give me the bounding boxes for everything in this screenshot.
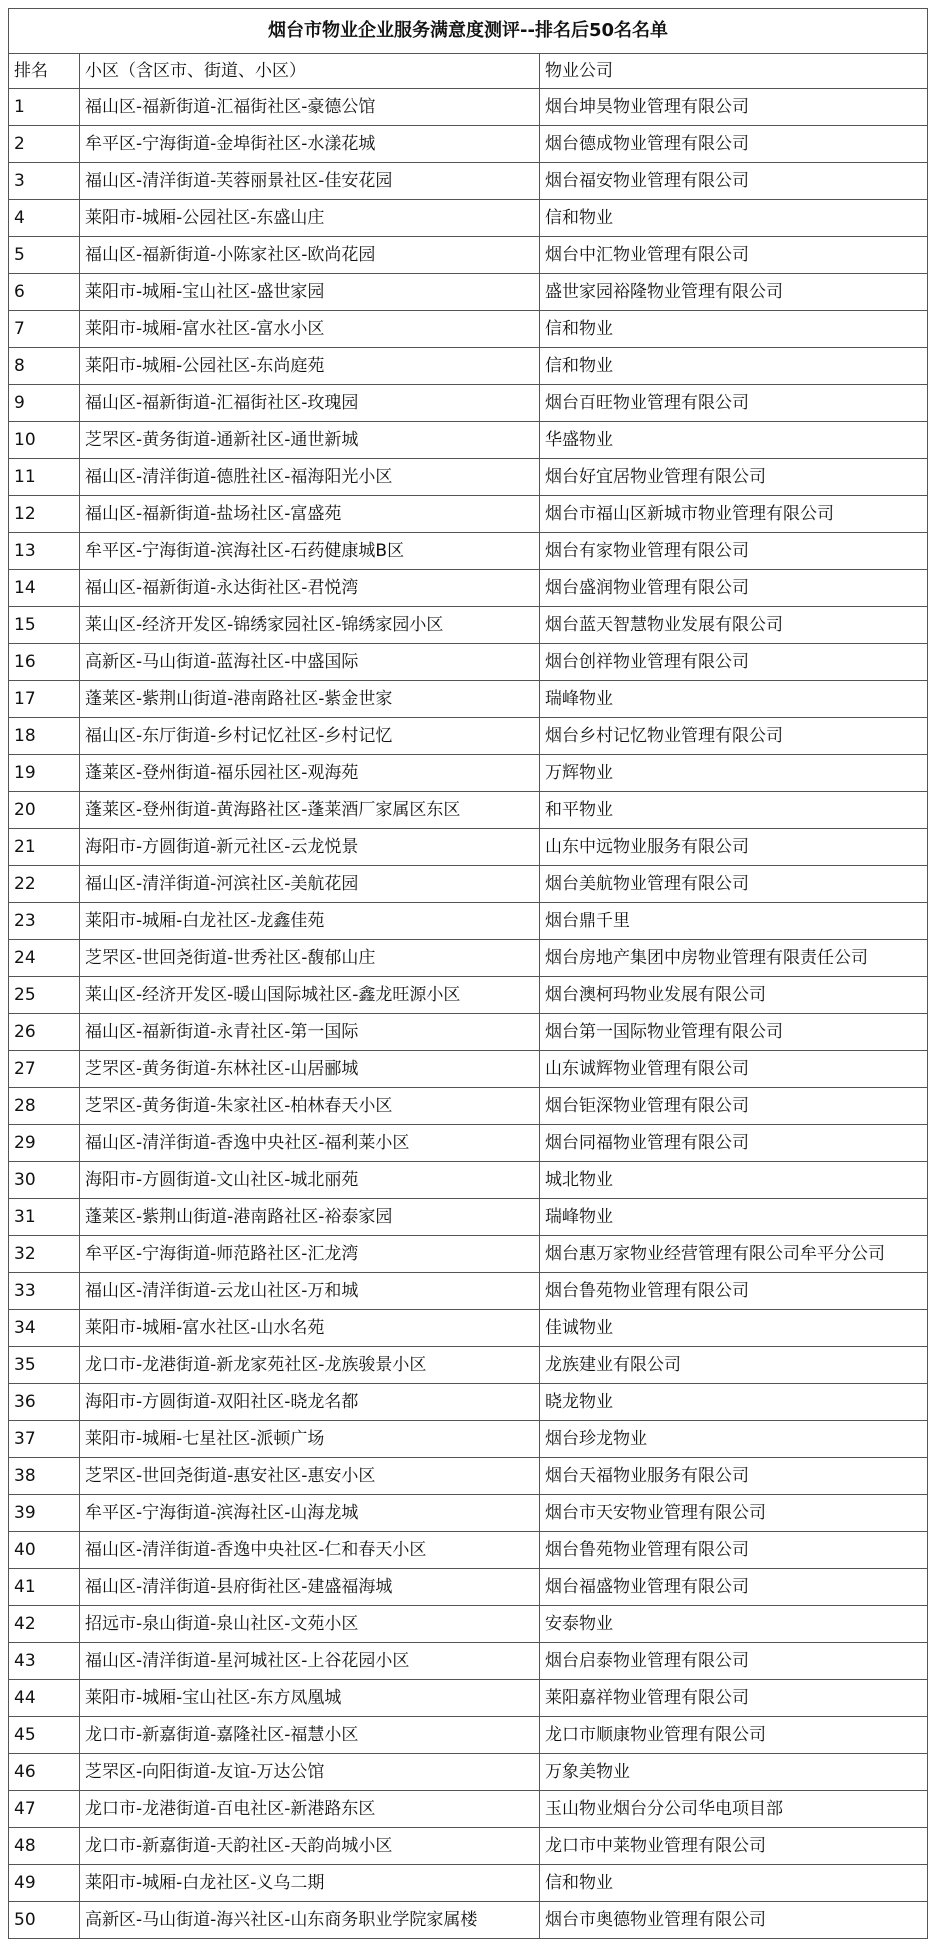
cell-rank: 36 <box>9 1384 80 1421</box>
cell-community: 福山区-福新街道-永青社区-第一国际 <box>80 1014 540 1051</box>
header-community: 小区（含区市、街道、小区） <box>80 54 540 89</box>
cell-rank: 38 <box>9 1458 80 1495</box>
table-row <box>9 1014 928 1051</box>
cell-community: 芝罘区-世回尧街道-世秀社区-馥郁山庄 <box>80 940 540 977</box>
cell-rank: 30 <box>9 1162 80 1199</box>
cell-rank: 4 <box>9 200 80 237</box>
cell-community: 莱阳市-城厢-公园社区-东尚庭苑 <box>80 348 540 385</box>
cell-community: 莱阳市-城厢-富水社区-富水小区 <box>80 311 540 348</box>
cell-community: 莱山区-经济开发区-锦绣家园社区-锦绣家园小区 <box>80 607 540 644</box>
table-row <box>9 311 928 348</box>
cell-property-company: 烟台房地产集团中房物业管理有限责任公司 <box>540 940 928 977</box>
cell-property-company: 信和物业 <box>540 348 928 385</box>
cell-rank: 34 <box>9 1310 80 1347</box>
cell-rank: 14 <box>9 570 80 607</box>
cell-property-company: 烟台钜深物业管理有限公司 <box>540 1088 928 1125</box>
cell-rank: 20 <box>9 792 80 829</box>
table-row <box>9 1902 928 1939</box>
table-row <box>9 385 928 422</box>
cell-property-company: 烟台市奥德物业管理有限公司 <box>540 1902 928 1939</box>
cell-community: 福山区-东厅街道-乡村记忆社区-乡村记忆 <box>80 718 540 755</box>
table-row <box>9 977 928 1014</box>
cell-rank: 24 <box>9 940 80 977</box>
cell-rank: 13 <box>9 533 80 570</box>
cell-community: 福山区-清洋街道-香逸中央社区-福利莱小区 <box>80 1125 540 1162</box>
cell-property-company: 烟台百旺物业管理有限公司 <box>540 385 928 422</box>
cell-community: 芝罘区-世回尧街道-惠安社区-惠安小区 <box>80 1458 540 1495</box>
cell-property-company: 烟台市天安物业管理有限公司 <box>540 1495 928 1532</box>
cell-property-company: 山东诚辉物业管理有限公司 <box>540 1051 928 1088</box>
cell-community: 福山区-福新街道-盐场社区-富盛苑 <box>80 496 540 533</box>
cell-rank: 40 <box>9 1532 80 1569</box>
table-row <box>9 607 928 644</box>
cell-rank: 18 <box>9 718 80 755</box>
cell-community: 芝罘区-向阳街道-友谊-万达公馆 <box>80 1754 540 1791</box>
cell-rank: 32 <box>9 1236 80 1273</box>
cell-community: 蓬莱区-紫荆山街道-港南路社区-紫金世家 <box>80 681 540 718</box>
table-row <box>9 1754 928 1791</box>
cell-rank: 27 <box>9 1051 80 1088</box>
table-row <box>9 1273 928 1310</box>
cell-property-company: 烟台珍龙物业 <box>540 1421 928 1458</box>
table-header-row <box>9 54 928 89</box>
cell-property-company: 山东中远物业服务有限公司 <box>540 829 928 866</box>
table-row <box>9 1680 928 1717</box>
cell-property-company: 烟台坤昊物业管理有限公司 <box>540 89 928 126</box>
cell-rank: 28 <box>9 1088 80 1125</box>
cell-community: 高新区-马山街道-海兴社区-山东商务职业学院家属楼 <box>80 1902 540 1939</box>
cell-rank: 16 <box>9 644 80 681</box>
cell-community: 莱阳市-城厢-白龙社区-龙鑫佳苑 <box>80 903 540 940</box>
table-row <box>9 1051 928 1088</box>
cell-rank: 50 <box>9 1902 80 1939</box>
cell-property-company: 城北物业 <box>540 1162 928 1199</box>
table-row <box>9 1532 928 1569</box>
cell-property-company: 华盛物业 <box>540 422 928 459</box>
table-row <box>9 1125 928 1162</box>
cell-community: 莱阳市-城厢-七星社区-派顿广场 <box>80 1421 540 1458</box>
cell-community: 福山区-清洋街道-云龙山社区-万和城 <box>80 1273 540 1310</box>
table-row <box>9 829 928 866</box>
header-property-company: 物业公司 <box>540 54 928 89</box>
cell-community: 蓬莱区-登州街道-黄海路社区-蓬莱酒厂家属区东区 <box>80 792 540 829</box>
cell-community: 牟平区-宁海街道-滨海社区-石药健康城B区 <box>80 533 540 570</box>
cell-property-company: 玉山物业烟台分公司华电项目部 <box>540 1791 928 1828</box>
cell-community: 莱阳市-城厢-宝山社区-盛世家园 <box>80 274 540 311</box>
cell-community: 龙口市-龙港街道-百电社区-新港路东区 <box>80 1791 540 1828</box>
cell-rank: 42 <box>9 1606 80 1643</box>
cell-property-company: 烟台乡村记忆物业管理有限公司 <box>540 718 928 755</box>
table-row <box>9 274 928 311</box>
cell-rank: 6 <box>9 274 80 311</box>
cell-property-company: 烟台福安物业管理有限公司 <box>540 163 928 200</box>
cell-rank: 39 <box>9 1495 80 1532</box>
cell-rank: 26 <box>9 1014 80 1051</box>
table-row <box>9 533 928 570</box>
table-row <box>9 681 928 718</box>
cell-property-company: 龙族建业有限公司 <box>540 1347 928 1384</box>
cell-property-company: 烟台市福山区新城市物业管理有限公司 <box>540 496 928 533</box>
cell-property-company: 烟台中汇物业管理有限公司 <box>540 237 928 274</box>
cell-rank: 46 <box>9 1754 80 1791</box>
table-row <box>9 792 928 829</box>
cell-community: 海阳市-方圆街道-新元社区-云龙悦景 <box>80 829 540 866</box>
table-row <box>9 644 928 681</box>
cell-property-company: 龙口市顺康物业管理有限公司 <box>540 1717 928 1754</box>
cell-rank: 22 <box>9 866 80 903</box>
cell-property-company: 龙口市中莱物业管理有限公司 <box>540 1828 928 1865</box>
cell-community: 龙口市-新嘉街道-天韵社区-天韵尚城小区 <box>80 1828 540 1865</box>
table-row <box>9 755 928 792</box>
table-row <box>9 570 928 607</box>
cell-community: 福山区-福新街道-汇福街社区-玫瑰园 <box>80 385 540 422</box>
cell-rank: 11 <box>9 459 80 496</box>
cell-property-company: 烟台鲁苑物业管理有限公司 <box>540 1532 928 1569</box>
cell-property-company: 佳诚物业 <box>540 1310 928 1347</box>
ranking-table-body <box>9 9 928 1939</box>
cell-community: 福山区-清洋街道-河滨社区-美航花园 <box>80 866 540 903</box>
cell-property-company: 信和物业 <box>540 1865 928 1902</box>
cell-property-company: 信和物业 <box>540 311 928 348</box>
cell-community: 福山区-清洋街道-县府街社区-建盛福海城 <box>80 1569 540 1606</box>
cell-property-company: 烟台好宜居物业管理有限公司 <box>540 459 928 496</box>
cell-property-company: 万象美物业 <box>540 1754 928 1791</box>
cell-community: 龙口市-新嘉街道-嘉隆社区-福慧小区 <box>80 1717 540 1754</box>
cell-rank: 37 <box>9 1421 80 1458</box>
cell-community: 福山区-清洋街道-香逸中央社区-仁和春天小区 <box>80 1532 540 1569</box>
cell-property-company: 和平物业 <box>540 792 928 829</box>
table-title: 烟台市物业企业服务满意度测评--排名后50名名单 <box>9 9 928 54</box>
cell-rank: 9 <box>9 385 80 422</box>
table-row <box>9 422 928 459</box>
cell-community: 福山区-福新街道-小陈家社区-欧尚花园 <box>80 237 540 274</box>
cell-rank: 19 <box>9 755 80 792</box>
ranking-table <box>8 8 928 1939</box>
table-row <box>9 496 928 533</box>
table-row <box>9 1828 928 1865</box>
cell-property-company: 烟台有家物业管理有限公司 <box>540 533 928 570</box>
table-row <box>9 1236 928 1273</box>
cell-rank: 2 <box>9 126 80 163</box>
cell-property-company: 烟台福盛物业管理有限公司 <box>540 1569 928 1606</box>
cell-rank: 44 <box>9 1680 80 1717</box>
cell-property-company: 安泰物业 <box>540 1606 928 1643</box>
cell-property-company: 烟台鲁苑物业管理有限公司 <box>540 1273 928 1310</box>
cell-property-company: 瑞峰物业 <box>540 681 928 718</box>
cell-property-company: 烟台德成物业管理有限公司 <box>540 126 928 163</box>
cell-property-company: 晓龙物业 <box>540 1384 928 1421</box>
table-row <box>9 348 928 385</box>
cell-rank: 41 <box>9 1569 80 1606</box>
cell-community: 莱阳市-城厢-富水社区-山水名苑 <box>80 1310 540 1347</box>
cell-property-company: 莱阳嘉祥物业管理有限公司 <box>540 1680 928 1717</box>
cell-property-company: 盛世家园裕隆物业管理有限公司 <box>540 274 928 311</box>
cell-community: 龙口市-龙港街道-新龙家苑社区-龙族骏景小区 <box>80 1347 540 1384</box>
cell-community: 莱山区-经济开发区-暖山国际城社区-鑫龙旺源小区 <box>80 977 540 1014</box>
cell-community: 福山区-清洋街道-星河城社区-上谷花园小区 <box>80 1643 540 1680</box>
cell-rank: 21 <box>9 829 80 866</box>
table-row <box>9 1088 928 1125</box>
cell-property-company: 烟台天福物业服务有限公司 <box>540 1458 928 1495</box>
cell-rank: 49 <box>9 1865 80 1902</box>
cell-property-company: 烟台同福物业管理有限公司 <box>540 1125 928 1162</box>
cell-property-company: 烟台澳柯玛物业发展有限公司 <box>540 977 928 1014</box>
cell-community: 莱阳市-城厢-宝山社区-东方凤凰城 <box>80 1680 540 1717</box>
table-row <box>9 1791 928 1828</box>
cell-community: 蓬莱区-登州街道-福乐园社区-观海苑 <box>80 755 540 792</box>
table-row <box>9 1569 928 1606</box>
cell-rank: 17 <box>9 681 80 718</box>
cell-community: 牟平区-宁海街道-金埠街社区-水漾花城 <box>80 126 540 163</box>
table-row <box>9 126 928 163</box>
ranking-document <box>8 8 927 1939</box>
cell-rank: 25 <box>9 977 80 1014</box>
cell-community: 福山区-清洋街道-德胜社区-福海阳光小区 <box>80 459 540 496</box>
table-row <box>9 1495 928 1532</box>
cell-rank: 23 <box>9 903 80 940</box>
cell-community: 牟平区-宁海街道-滨海社区-山海龙城 <box>80 1495 540 1532</box>
cell-community: 海阳市-方圆街道-文山社区-城北丽苑 <box>80 1162 540 1199</box>
cell-community: 莱阳市-城厢-公园社区-东盛山庄 <box>80 200 540 237</box>
cell-property-company: 信和物业 <box>540 200 928 237</box>
cell-community: 芝罘区-黄务街道-通新社区-通世新城 <box>80 422 540 459</box>
cell-rank: 47 <box>9 1791 80 1828</box>
cell-community: 芝罘区-黄务街道-东林社区-山居郦城 <box>80 1051 540 1088</box>
cell-rank: 3 <box>9 163 80 200</box>
table-row <box>9 1199 928 1236</box>
cell-property-company: 烟台美航物业管理有限公司 <box>540 866 928 903</box>
table-row <box>9 163 928 200</box>
cell-rank: 10 <box>9 422 80 459</box>
cell-property-company: 烟台惠万家物业经营管理有限公司牟平分公司 <box>540 1236 928 1273</box>
cell-rank: 29 <box>9 1125 80 1162</box>
cell-property-company: 瑞峰物业 <box>540 1199 928 1236</box>
cell-rank: 35 <box>9 1347 80 1384</box>
cell-rank: 5 <box>9 237 80 274</box>
table-title-row <box>9 9 928 54</box>
table-row <box>9 718 928 755</box>
table-row <box>9 459 928 496</box>
cell-rank: 8 <box>9 348 80 385</box>
cell-community: 福山区-福新街道-永达街社区-君悦湾 <box>80 570 540 607</box>
cell-community: 牟平区-宁海街道-师范路社区-汇龙湾 <box>80 1236 540 1273</box>
table-row <box>9 1384 928 1421</box>
cell-rank: 33 <box>9 1273 80 1310</box>
cell-community: 莱阳市-城厢-白龙社区-义乌二期 <box>80 1865 540 1902</box>
header-rank: 排名 <box>9 54 80 89</box>
table-row <box>9 866 928 903</box>
cell-community: 福山区-清洋街道-芙蓉丽景社区-佳安花园 <box>80 163 540 200</box>
cell-property-company: 烟台第一国际物业管理有限公司 <box>540 1014 928 1051</box>
table-row <box>9 1162 928 1199</box>
table-row <box>9 1865 928 1902</box>
table-row <box>9 1310 928 1347</box>
table-row <box>9 237 928 274</box>
cell-community: 招远市-泉山街道-泉山社区-文苑小区 <box>80 1606 540 1643</box>
table-row <box>9 1421 928 1458</box>
cell-rank: 15 <box>9 607 80 644</box>
cell-community: 芝罘区-黄务街道-朱家社区-柏林春天小区 <box>80 1088 540 1125</box>
cell-rank: 43 <box>9 1643 80 1680</box>
cell-property-company: 烟台鼎千里 <box>540 903 928 940</box>
cell-community: 海阳市-方圆街道-双阳社区-晓龙名都 <box>80 1384 540 1421</box>
cell-community: 高新区-马山街道-蓝海社区-中盛国际 <box>80 644 540 681</box>
cell-rank: 45 <box>9 1717 80 1754</box>
cell-rank: 12 <box>9 496 80 533</box>
table-row <box>9 1717 928 1754</box>
table-row <box>9 903 928 940</box>
cell-community: 福山区-福新街道-汇福街社区-豪德公馆 <box>80 89 540 126</box>
table-row <box>9 940 928 977</box>
cell-property-company: 烟台蓝天智慧物业发展有限公司 <box>540 607 928 644</box>
cell-property-company: 烟台创祥物业管理有限公司 <box>540 644 928 681</box>
cell-property-company: 烟台盛润物业管理有限公司 <box>540 570 928 607</box>
cell-rank: 1 <box>9 89 80 126</box>
table-row <box>9 1458 928 1495</box>
table-row <box>9 1347 928 1384</box>
cell-rank: 31 <box>9 1199 80 1236</box>
cell-property-company: 烟台启泰物业管理有限公司 <box>540 1643 928 1680</box>
cell-rank: 7 <box>9 311 80 348</box>
table-row <box>9 89 928 126</box>
cell-community: 蓬莱区-紫荆山街道-港南路社区-裕泰家园 <box>80 1199 540 1236</box>
table-row <box>9 200 928 237</box>
table-row <box>9 1606 928 1643</box>
cell-rank: 48 <box>9 1828 80 1865</box>
cell-property-company: 万辉物业 <box>540 755 928 792</box>
table-row <box>9 1643 928 1680</box>
